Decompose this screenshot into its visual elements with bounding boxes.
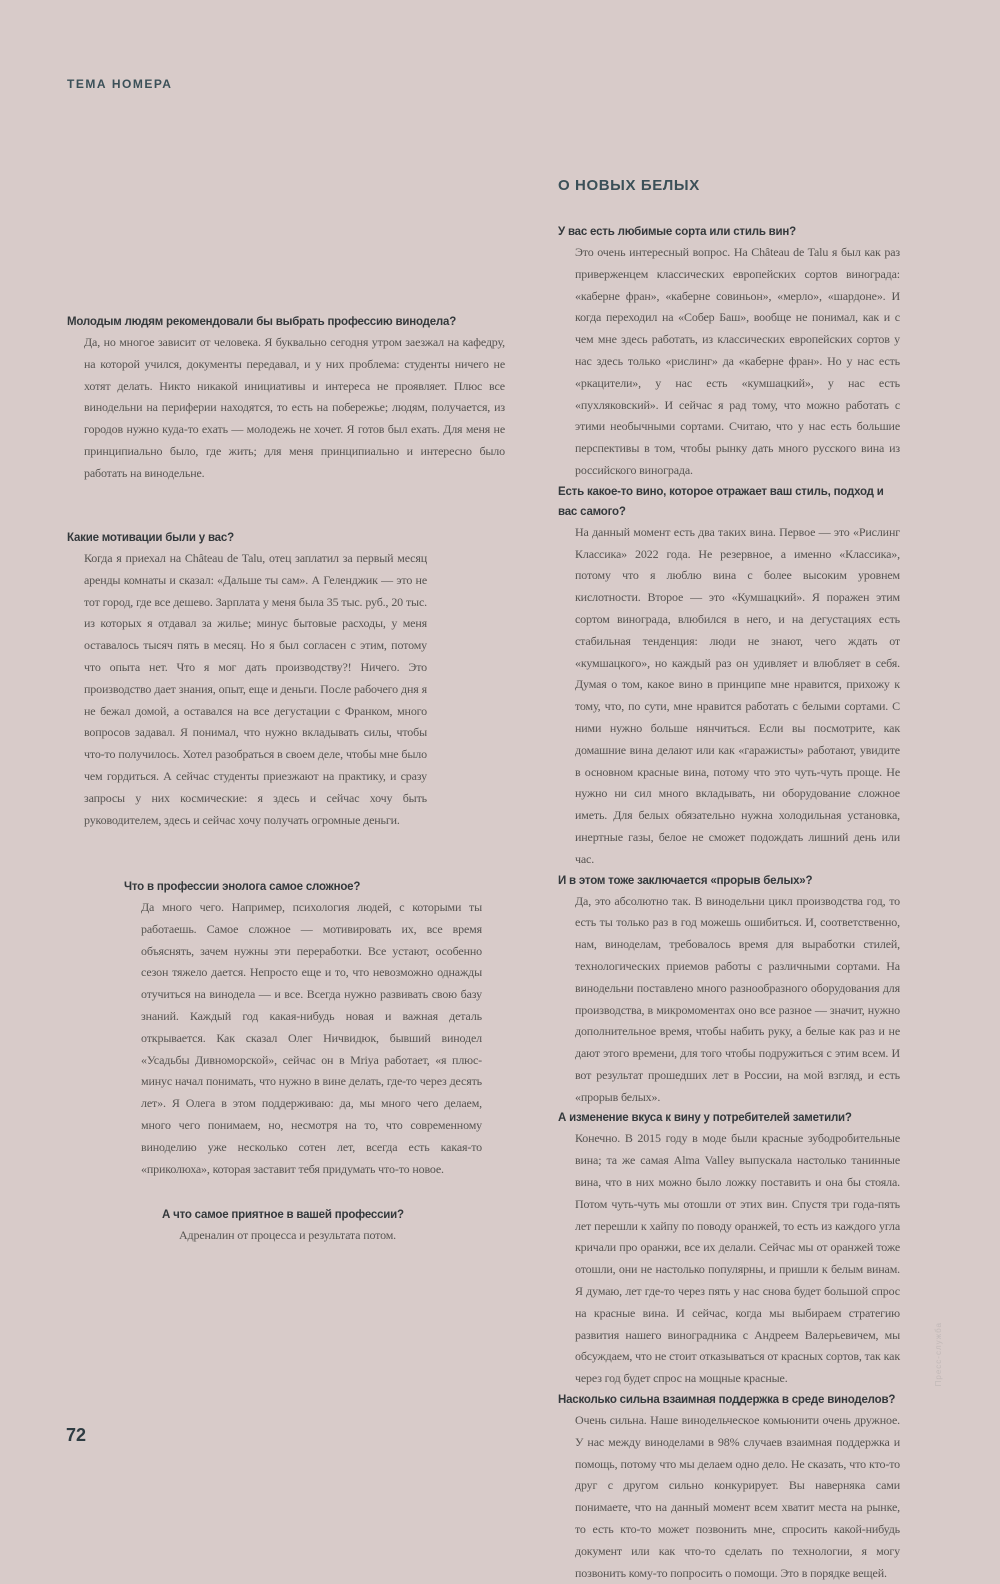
question: А изменение вкуса к вину у потребителей заметили? — [558, 1112, 852, 1125]
section-label: ТЕМА НОМЕРА — [67, 77, 173, 91]
question: У вас есть любимые сорта или стиль вин? — [558, 226, 796, 238]
left-qa-2 — [67, 528, 427, 831]
right-column-body — [558, 222, 900, 1584]
question: Молодым людям рекомендовали бы выбрать профессию винодела? — [67, 316, 457, 328]
answer: На данный момент есть два таких вина. Первое — это «Рислинг Классика» 2022 года. Не резервное, а именно «Классика», потому что я люблю вина с более высоким уровнем кислотности. Второе — это «Кумшацкий». Я поражен этим сортом винограда, влюбился в него, и на дегустациях есть стабильная тенденция: люди не знают, чего ждать от «кумшацкого», но каждый раз он удивляет и влюбляет в себя. Думая о том, какое вино в принципе мне нравится, прихожу к тому, что, по сути, мне нравится работать с белыми сортами. С ними нужно больше нянчиться. Если вы посмотрите, как домашние вина делают или как «гаражисты» работают, увидите в основном красные вина, потому что это чуть-чуть проще. Не нужно ни сил много вкладывать, ни оборудование сложное иметь. Для белых обязательно нужна холодильная установка, инертные газы, белое не сможет подождать лишний день или час. — [575, 524, 900, 866]
section-heading: О НОВЫХ БЕЛЫХ — [558, 177, 700, 194]
question: И в этом тоже заключается «прорыв белых»? — [558, 874, 813, 887]
question: Что в профессии энолога самое сложное? — [124, 881, 361, 893]
answer: Адреналин от процесса и результата потом. — [179, 1228, 397, 1242]
question: Какие мотивации были у вас? — [67, 532, 234, 544]
answer: Это очень интересный вопрос. На Château de Talu я был как раз приверженцем классических европейских сортов винограда: «каберне фран», «каберне совиньон», «мерло», «шардоне». И когда переходил на «Собер Баш», вообще не понимал, как и с чем мне здесь работать, из классических европейских сортов у нас здесь только «рислинг» да «каберне фран». Но у нас есть «ркацители», у нас есть «кумшацкий», у нас есть «пухляковский». И сейчас я рад тому, что можно работать с этими необычными сортами. Считаю, что у нас есть большие перспективы в том, чтобы рынку дать много русского вина из российского винограда. — [575, 245, 900, 477]
answer: Да много чего. Например, психология людей, с которыми ты работаешь. Самое сложное — мотивировать их, все время объяснять, зачем нужны эти переработки. Все устают, особенно сезон тяжело дается. Непросто еще и то, что невозможно однажды отучиться на винодела — и все. Всегда нужно развивать свою базу знаний. Каждый год какая-нибудь новая и важная деталь открывается. Как сказал Олег Ничвидюк, бывший винодел «Усадьбы Дивноморской», сейчас он в Mriya работает, «я плюс-минус начал понимать, что нужно в вине делать, где-то через десять лет». Я Олега в этом поддерживаю: да, мы много чего делаем, много чего понимаем, но, несмотря на то, что современному виноделию уже несколько сотен лет, всегда есть какая-то «приколюха», которая заставит тебя придумать что-то новое. — [141, 900, 482, 1176]
answer: Очень сильна. Наше винодельческое комьюнити очень дружное. У нас между виноделами в 98% случаев взаимная поддержка и помощь, потому что мы делаем одно дело. Не сказать, что кто-то друг с другом сильно конкурирует. Вы наверняка сами понимаете, что на данный момент всем хватит места на рынке, то есть кто-то может позвонить мне, спросить какой-нибудь документ или как что-то сделать по технологии, я могу позвонить кому-то попросить о помощи. Это в порядке вещей. — [575, 1413, 900, 1580]
left-qa-1 — [67, 312, 505, 485]
question: Насколько сильна взаимная поддержка в среде виноделов? — [558, 1394, 896, 1407]
left-qa-3 — [124, 877, 482, 1180]
answer: Когда я приехал на Château de Talu, отец заплатил за первый месяц аренды комнаты и сказал: «Дальше ты сам». А Геленджик — это не тот город, где все дешево. Зарплата у меня была 35 тыс. руб., 20 тыс. из которых я отдавал за жилье; минус бытовые расходы, у меня оставалось тысяч пять в месяц. Но я был согласен с этим, потому что опыта нет. Что я мог дать производству?! Ничего. Это производство дает знания, опыт, еще и деньги. После рабочего дня я не бежал домой, а оставался на все дегустации с Франком, много вопросов задавал. Я понимал, что нужно вкладывать силы, чтобы что-то получилось. Хотел разобраться в своем деле, чтобы мне было чем гордиться. А сейчас студенты приезжают на практику, и сразу запросы у них космические: я здесь и сейчас хочу быть руководителем, здесь и сейчас хочу получать огромные деньги. — [84, 551, 427, 827]
page-number: 72 — [66, 1425, 87, 1445]
photo-credit: Пресс-служба — [934, 1322, 943, 1387]
answer: Да, это абсолютно так. В винодельни цикл производства год, то есть ты только раз в год можешь ошибиться. И, соответственно, нам, виноделам, требовалось время для выработки стилей, технологических приемов работы с различными сортами. На винодельни поставлено много разнообразного оборудования для производства, в микромоментах оно все разное — значит, нужно дополнительное время, чтобы набить руку, а белые как раз и не дают этого времени, для того чтобы подружиться с этим всем. И вот результат прошедших лет в России, на мой взгляд, и есть «прорыв белых». — [575, 893, 900, 1104]
question: Есть какое-то вино, которое отражает ваш стиль, подход и вас самого? — [558, 485, 884, 518]
answer: Да, но многое зависит от человека. Я буквально сегодня утром заезжал на кафедру, на которой учился, документы передавал, и у них проблема: студенты ничего не хотят делать. Никто никакой инициативы и интереса не проявляет. Плюс все винодельни на периферии находятся, то есть на побережье; людям, получается, из городов нужно куда-то ехать — молодежь не хочет. Я готов был ехать. Для меня не принципиально было, где жить; для меня принципиально и интересно было работать на винодельне. — [84, 335, 505, 480]
left-qa-4 — [162, 1205, 422, 1247]
question: А что самое приятное в вашей профессии? — [162, 1209, 404, 1221]
answer: Конечно. В 2015 году в моде были красные зубодробительные вина; та же самая Alma Valley выпускала настолько танинные вина, что в них можно было ложку поставить и она бы стояла. Потом чуть-чуть мы отошли от этих вин. Спустя три года-пять лет перешли к хайпу по поводу оранжей, то есть из каждого угла кричали про оранжи, все их делали. Сейчас мы от оранжей тоже отошли, они не настолько популярны, и пришли к белым винам. Я думаю, лет где-то через пять у нас снова будет большой спрос на красные вина. И сейчас, когда мы выбираем стратегию развития нашего виноградника с Андреем Валерьевичем, мы обсуждаем, что не стоит отказываться от красных сортов, так как через год будет спрос на мощные красные. — [575, 1131, 900, 1386]
